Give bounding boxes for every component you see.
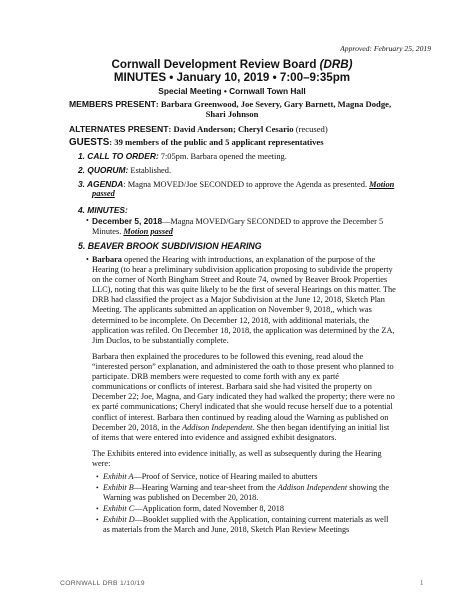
- members-label: MEMBERS PRESENT: [69, 99, 156, 109]
- hearing-paragraph-3: The Exhibits entered into evidence initially, as well as subsequently during the Hearing were:: [92, 449, 382, 469]
- exhibit-a: Exhibit A—Proof of Service, notice of Hearing mailed to abutters: [103, 472, 318, 481]
- guests-label: GUESTS: [69, 137, 110, 148]
- approval-note: Approved: February 25, 2019: [340, 44, 431, 53]
- item-minutes: 4. MINUTES:: [78, 205, 128, 215]
- bullet-icon: •: [96, 483, 99, 492]
- alternates-present: ALTERNATES PRESENT: David Anderson; Cheryl Cesario (recused): [69, 124, 328, 134]
- exhibit-b: Exhibit B—Hearing Warning and tear-sheet from the Addison Independent showing the Warning was published on December 20, 2018.: [103, 483, 389, 502]
- members-line2: Shari Johnson: [205, 109, 259, 119]
- item-agenda: 3. AGENDA: Magna MOVED/Joe SECONDED to approve the Agenda as presented. Motion: [78, 179, 395, 189]
- item-quorum: 2. QUORUM: Established.: [78, 165, 172, 175]
- title-main: Cornwall Development Review Board: [111, 58, 320, 71]
- hearing-paragraph-1: Barbara opened the Hearing with introductions, an explanation of the purpose of the Hearing (to hear a preliminary subdivision application proposing to subdivide the property on the corner of North Bingham Street and Route 74, owned by Beaver Brook Properties LLC), noting that this was quite likely to be the first of several Hearings on this matter. The DRB had classified the project as a Major Subdivision at the June 12, 2018, Sketch Plan Meeting. The applicants submitted an application on November 9, 2018,, which was determined to be incomplete. On December 12, 2018, with additional materials, the application was refiled. On December 18, 2018, the application was determined by the ZA, Jim Duclos, to be substantially complete.: [92, 255, 396, 345]
- meeting-line: Special Meeting • Cornwall Town Hall: [158, 86, 306, 96]
- bullet-icon: •: [96, 472, 99, 481]
- item-call-to-order: 1. CALL TO ORDER: 7:05pm. Barbara opened the meeting.: [78, 151, 287, 161]
- footer-label: CORNWALL DRB 1/10/19: [60, 580, 145, 587]
- bullet-icon: •: [86, 216, 89, 225]
- hearing-paragraph-2: Barbara then explained the procedures to be followed this evening, read aloud the “interested person” explanation, and administered the oath to those present who planned to participate. DRB members were requested to come forth with any ex parté communications or conflicts of interest. Barbara said she had visited the property on December 22; Joe, Magna, and Gary indicated they had walked the property; there were no ex parté communications; Cheryl indicated that she would recuse herself due to a potential conflict of interest. Barbara then continued by reading aloud the Warning as published on December 20, 2018, in the Addison Independent. She then began identifying an initial list of items that were entered into evidence and assigned exhibit designators.: [92, 352, 395, 442]
- bullet-icon: •: [86, 255, 89, 264]
- minutes-entry: December 5, 2018—Magna MOVED/Gary SECONDED to approve the December 5 Minutes. Motion passed: [92, 216, 384, 237]
- bullet-icon: •: [96, 504, 99, 513]
- exhibit-c: Exhibit C—Application form, dated November 8, 2018: [103, 504, 284, 513]
- minutes-subtitle: MINUTES • January 10, 2019 • 7:00–9:35pm: [113, 71, 351, 84]
- item-agenda-line2: passed: [92, 189, 115, 198]
- members-present: MEMBERS PRESENT: Barbara Greenwood, Joe Severy, Gary Barnett, Magna Dodge,: [69, 99, 392, 109]
- exhibit-d: Exhibit D—Booklet supplied with the Application, containing current materials as well as materials from the March and June, 2018, Sketch Plan Review Meetings: [103, 515, 389, 534]
- page-number: 1: [420, 580, 424, 587]
- bullet-icon: •: [96, 515, 99, 524]
- title-abbr: (DRB): [319, 58, 353, 71]
- document-title: [0, 58, 464, 71]
- alternates-label: ALTERNATES PRESENT: [69, 124, 169, 134]
- guests: GUESTS: 39 members of the public and 5 applicant representatives: [69, 137, 324, 148]
- item-hearing: 5. BEAVER BROOK SUBDIVISION HEARING: [78, 241, 262, 251]
